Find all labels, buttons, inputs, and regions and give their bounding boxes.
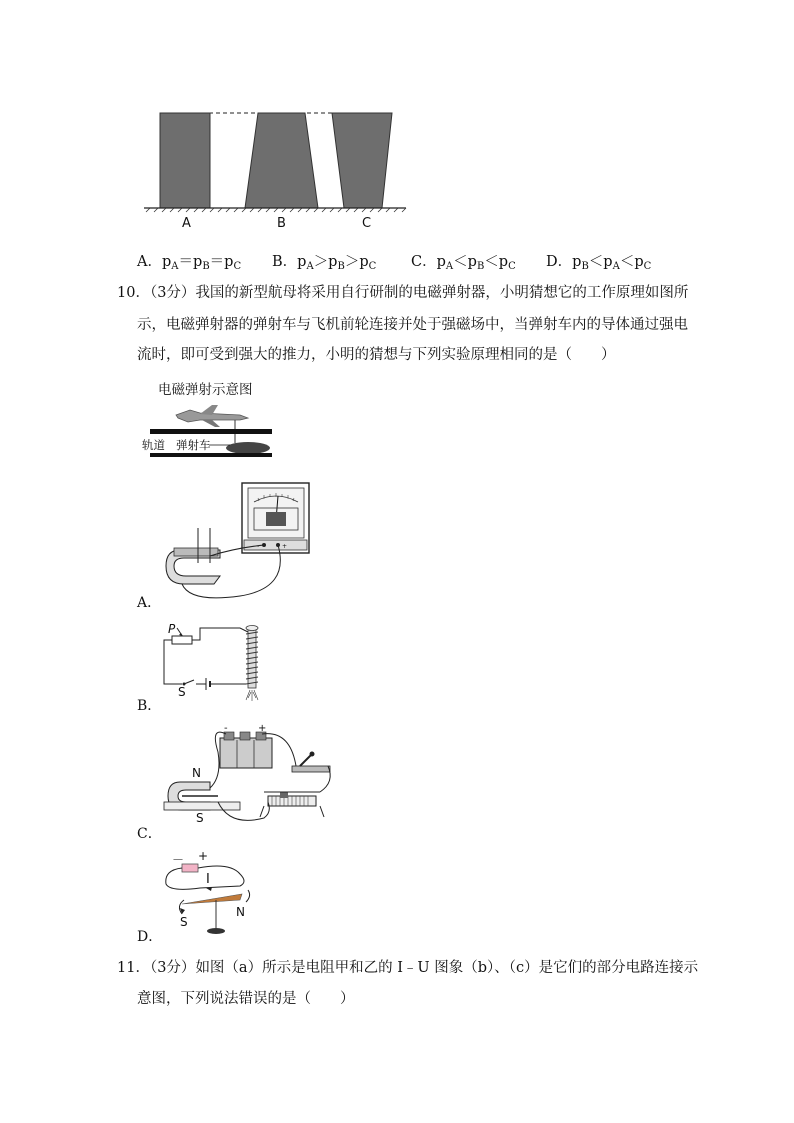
q10-option-d-label: D． — [137, 929, 163, 945]
q9-option-a: A．$p_A=p_B=p_C$ — [137, 254, 242, 272]
option-c-figure — [160, 722, 340, 827]
q10-option-c-label: C． — [137, 826, 162, 842]
pressure-containers-figure — [140, 100, 410, 235]
container-c — [332, 113, 392, 208]
q9-option-c: C．$p_A<p_B<p_C$ — [411, 254, 516, 272]
needle-stand — [207, 928, 225, 934]
q10-option-a-label: A． — [137, 595, 162, 611]
knife-switch — [292, 766, 330, 772]
rheostat — [172, 636, 192, 644]
em-launch-diagram — [140, 405, 275, 460]
iron-filings — [246, 690, 258, 701]
compass-needle — [182, 894, 242, 904]
option-d-figure — [160, 848, 260, 938]
label-launch-car: 弹射车 — [176, 438, 211, 452]
option-a-figure — [160, 478, 320, 603]
launch-car — [226, 442, 270, 454]
q10-number: 10． — [117, 285, 150, 301]
svg-text:-: - — [257, 543, 260, 550]
label-plus-d: + — [198, 849, 209, 863]
q11-number: 11． — [117, 960, 150, 976]
label-s: S — [178, 685, 186, 699]
container-label-a: A — [182, 216, 191, 231]
label-s-d: S — [180, 915, 188, 929]
container-label-c: C — [362, 216, 372, 231]
battery-box — [220, 738, 272, 768]
label-i: I — [206, 872, 210, 887]
label-plus: + — [258, 723, 267, 734]
container-a — [160, 113, 210, 208]
label-minus: - — [224, 723, 228, 734]
label-p: P — [168, 622, 176, 636]
label-s-c: S — [196, 811, 204, 825]
q10-score: （3分） — [149, 285, 196, 301]
q11-score: （3分） — [149, 960, 196, 976]
option-b-figure — [160, 622, 270, 702]
track-bottom-rail — [150, 453, 272, 457]
container-label-b: B — [277, 216, 286, 231]
label-n: N — [192, 766, 201, 780]
q9-option-d: D．$p_B<p_A<p_C$ — [546, 254, 652, 272]
wire-loop — [166, 866, 244, 889]
q10-option-b-label: B． — [137, 698, 162, 714]
track-top-rail — [150, 429, 272, 434]
label-n-d: N — [236, 905, 245, 919]
q11-line-2: 意图，下列说法错误的是（ ） — [137, 991, 355, 1007]
q10-line-1: 10．（3分）我国的新型航母将采用自行研制的电磁弹射器，小明猜想它的工作原理如图所 — [117, 285, 689, 301]
battery-d — [182, 864, 198, 872]
label-track: 轨道 — [142, 438, 165, 452]
q10-line-3: 流时，即可受到强大的推力，小明的猜想与下列实验原理相同的是（ ） — [137, 347, 616, 363]
svg-text:+: + — [282, 543, 288, 550]
label-minus-d: － — [172, 853, 185, 867]
container-b — [245, 113, 318, 208]
q9-option-b: B．$p_A>p_B>p_C$ — [272, 254, 377, 272]
q10-line-2: 示，电磁弹射器的弹射车与飞机前轮连接并处于强磁场中，当弹射车内的导体通过强电 — [137, 317, 688, 333]
figure-title-em-launch: 电磁弹射示意图 — [158, 382, 253, 398]
ground-hatch — [146, 208, 406, 212]
q11-line-1: 11．（3分）如图（a）所示是电阻甲和乙的 I﹣U 图象（b）、（c）是它们的部分电路连接示 — [117, 960, 699, 976]
